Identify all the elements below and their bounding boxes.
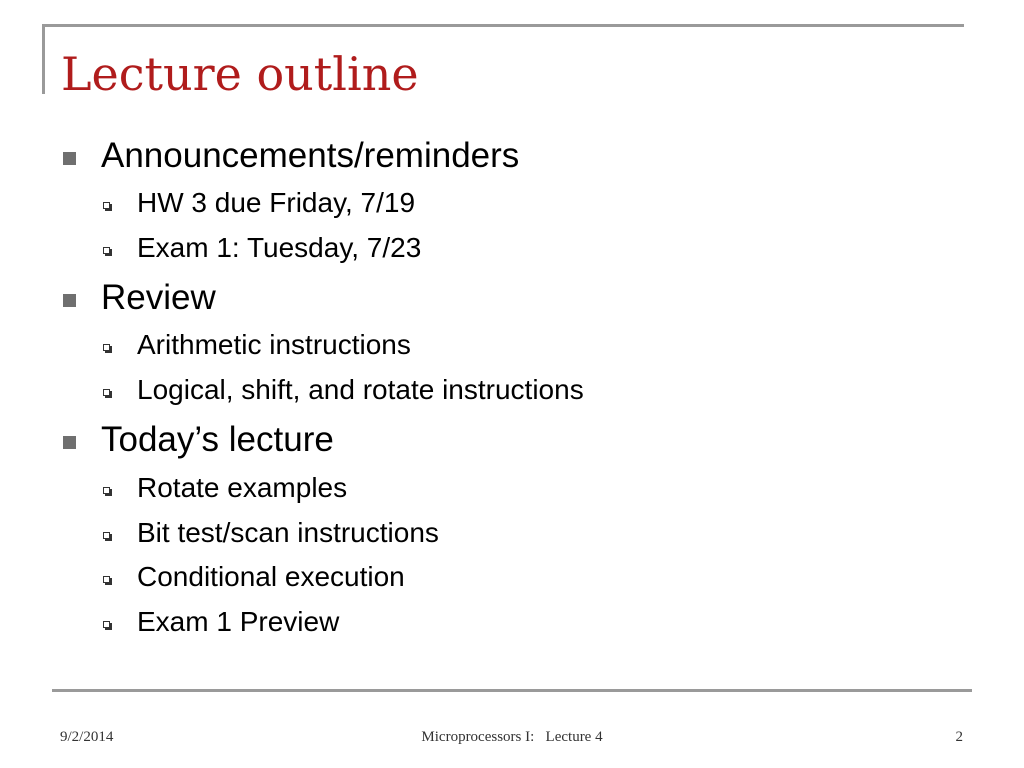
item-label: Arithmetic instructions bbox=[137, 329, 411, 360]
item-label: HW 3 due Friday, 7/19 bbox=[137, 187, 416, 218]
footer-course-title: Microprocessors I: Lecture 4 bbox=[421, 729, 603, 745]
item-label: Logical, shift, and rotate instructions bbox=[137, 374, 584, 405]
square-bullet-icon bbox=[63, 294, 76, 307]
footer-date: 9/2/2014 bbox=[60, 729, 114, 745]
item-label: Conditional execution bbox=[137, 561, 405, 592]
box-bullet-icon bbox=[103, 247, 110, 254]
box-bullet-icon bbox=[103, 202, 110, 209]
footer-divider bbox=[52, 689, 972, 692]
slide-title: Lecture outline bbox=[61, 47, 419, 101]
item-label: Exam 1: Tuesday, 7/23 bbox=[137, 232, 422, 263]
box-bullet-icon bbox=[103, 621, 110, 628]
item-label: Bit test/scan instructions bbox=[137, 517, 439, 548]
box-bullet-icon bbox=[103, 576, 110, 583]
item-label: Exam 1 Preview bbox=[137, 606, 340, 637]
box-bullet-icon bbox=[103, 487, 110, 494]
slide-page-number: 2 bbox=[955, 729, 963, 745]
box-bullet-icon bbox=[103, 389, 110, 396]
box-bullet-icon bbox=[103, 532, 110, 539]
square-bullet-icon bbox=[63, 436, 76, 449]
item-label: Rotate examples bbox=[137, 472, 348, 503]
square-bullet-icon bbox=[63, 152, 76, 165]
box-bullet-icon bbox=[103, 344, 110, 351]
section-label: Review bbox=[101, 278, 216, 317]
section-label: Announcements/reminders bbox=[101, 136, 520, 175]
section-label: Today’s lecture bbox=[101, 420, 334, 459]
